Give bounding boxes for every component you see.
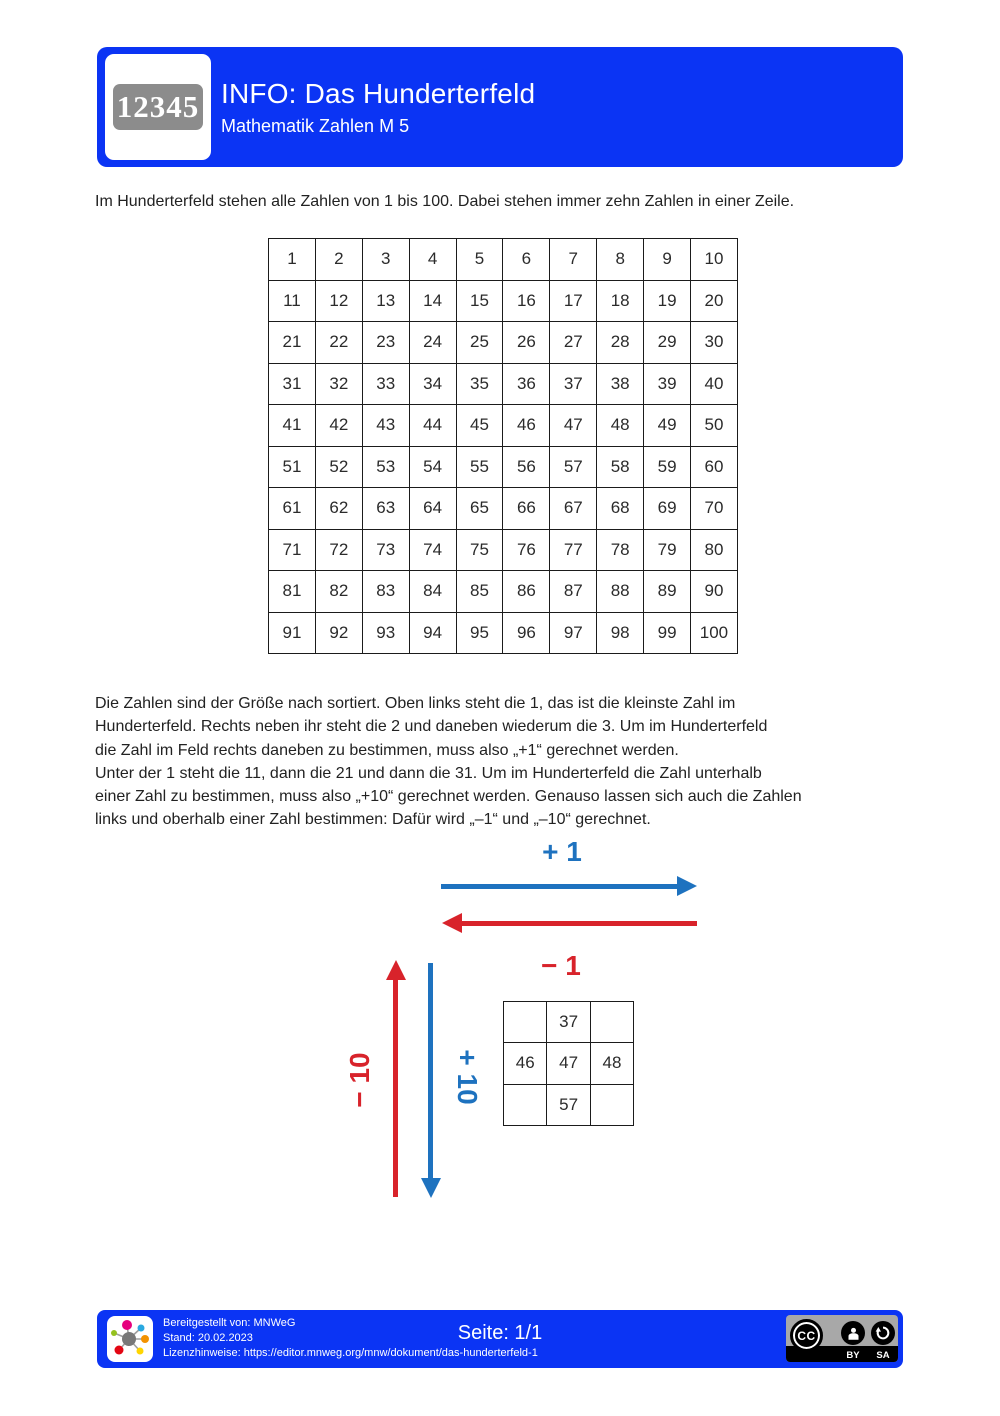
hundred-grid-cell: 72 (316, 530, 363, 572)
hundred-grid-cell: 86 (503, 571, 550, 613)
hundred-grid-cell: 36 (503, 364, 550, 406)
hundred-grid-cell: 38 (597, 364, 644, 406)
hundred-grid-cell: 76 (503, 530, 550, 572)
hundred-grid-cell: 62 (316, 488, 363, 530)
hundred-grid-cell: 74 (410, 530, 457, 572)
hundred-grid-cell: 2 (316, 239, 363, 281)
hundred-grid-cell: 39 (644, 364, 691, 406)
hundred-grid-cell: 93 (363, 613, 410, 655)
hundred-grid-cell: 90 (691, 571, 738, 613)
hundred-grid-cell: 3 (363, 239, 410, 281)
hundred-grid-cell: 99 (644, 613, 691, 655)
hundred-grid-cell: 94 (410, 613, 457, 655)
hundred-grid-cell: 56 (503, 447, 550, 489)
hundred-grid-cell: 61 (269, 488, 316, 530)
hundred-grid-cell: 51 (269, 447, 316, 489)
hundred-grid-cell: 16 (503, 281, 550, 323)
left-arrow-head-icon (442, 913, 462, 933)
hundred-grid-cell: 75 (457, 530, 504, 572)
hundred-grid-cell: 49 (644, 405, 691, 447)
hundred-grid-cell: 98 (597, 613, 644, 655)
neighbor-grid (503, 1001, 634, 1126)
hundred-grid-cell: 85 (457, 571, 504, 613)
hundred-grid-cell: 23 (363, 322, 410, 364)
hundred-grid (268, 238, 738, 654)
hundred-grid-cell: 71 (269, 530, 316, 572)
hundred-grid-cell: 7 (550, 239, 597, 281)
hundred-grid-cell: 14 (410, 281, 457, 323)
hundred-grid-cell: 8 (597, 239, 644, 281)
hundred-grid-cell: 6 (503, 239, 550, 281)
hundred-grid-cell: 81 (269, 571, 316, 613)
hundred-grid-cell: 1 (269, 239, 316, 281)
hundred-grid-cell: 11 (269, 281, 316, 323)
cc-sa-sharealike-icon (871, 1321, 895, 1345)
neighbor-grid-cell (591, 1002, 634, 1043)
cc-by-label: BY (846, 1350, 860, 1361)
page-subtitle: Mathematik Zahlen M 5 (221, 116, 410, 136)
up-arrow-head-icon (386, 960, 406, 980)
hundred-grid-cell: 67 (550, 488, 597, 530)
hundred-grid-cell: 92 (316, 613, 363, 655)
body-paragraph (95, 692, 925, 832)
hundred-grid-cell: 43 (363, 405, 410, 447)
paragraph-line: Unter der 1 steht die 11, dann die 21 und dann die 31. Um im Hunderterfeld die Zahl unterhalb (95, 764, 762, 782)
neighbor-grid-cell: 46 (504, 1043, 547, 1084)
hundred-grid-cell: 20 (691, 281, 738, 323)
down-arrow-head-icon (421, 1178, 441, 1198)
hundred-grid-cell: 88 (597, 571, 644, 613)
hundred-grid-cell: 60 (691, 447, 738, 489)
hundred-grid-cell: 4 (410, 239, 457, 281)
neighbor-grid-cell (591, 1085, 634, 1126)
provided-by-text: Bereitgestellt von: MNWeG (163, 1317, 296, 1329)
hundred-grid-cell: 37 (550, 364, 597, 406)
hundred-grid-cell: 17 (550, 281, 597, 323)
logo-number-plate: 12345 (113, 84, 203, 130)
hundred-grid-cell: 96 (503, 613, 550, 655)
hundred-grid-cell: 9 (644, 239, 691, 281)
paragraph-line: Hunderterfeld. Rechts neben ihr steht die 2 und daneben wiederum die 3. Um im Hunderterfeld (95, 718, 768, 736)
hundred-grid-cell: 5 (457, 239, 504, 281)
neighbor-grid-cell (504, 1085, 547, 1126)
hundred-grid-cell: 32 (316, 364, 363, 406)
hundred-grid-cell: 21 (269, 322, 316, 364)
hundred-grid-cell: 40 (691, 364, 738, 406)
hundred-grid-cell: 83 (363, 571, 410, 613)
hundred-grid-cell: 65 (457, 488, 504, 530)
hundred-grid-cell: 70 (691, 488, 738, 530)
hundred-grid-cell: 80 (691, 530, 738, 572)
license-text: Lizenzhinweise: https://editor.mnweg.org/mnw/dokument/das-hunderterfeld-1 (163, 1346, 538, 1359)
hundred-grid-cell: 59 (644, 447, 691, 489)
cc-by-person-icon (841, 1321, 865, 1345)
hundred-grid-cell: 34 (410, 364, 457, 406)
hundred-grid-cell: 29 (644, 322, 691, 364)
paragraph-line: Die Zahlen sind der Größe nach sortiert. Oben links steht die 1, das ist die kleinste Zahl im (95, 695, 736, 712)
hundred-grid-cell: 84 (410, 571, 457, 613)
hundred-grid-cell: 58 (597, 447, 644, 489)
stand-text: Stand: 20.02.2023 (163, 1331, 253, 1344)
paragraph-line: die Zahl im Feld rechts daneben zu bestimmen, muss also „+1“ gerechnet werden. (95, 741, 679, 759)
hundred-grid-cell: 13 (363, 281, 410, 323)
hundred-grid-cell: 79 (644, 530, 691, 572)
hundred-grid-cell: 48 (597, 405, 644, 447)
hundred-grid-cell: 66 (503, 488, 550, 530)
hundred-grid-cell: 25 (457, 322, 504, 364)
page-number: Seite: 1/1 (457, 1322, 543, 1344)
hundred-grid-cell: 19 (644, 281, 691, 323)
neighbor-grid-cell: 48 (591, 1043, 634, 1084)
hundred-grid-cell: 64 (410, 488, 457, 530)
neighbor-grid-cell: 37 (547, 1002, 590, 1043)
hundred-grid-cell: 68 (597, 488, 644, 530)
hundred-grid-cell: 55 (457, 447, 504, 489)
hundred-grid-cell: 35 (457, 364, 504, 406)
left-arrow-shaft (462, 921, 697, 926)
hundred-grid-cell: 82 (316, 571, 363, 613)
hundred-grid-cell: 18 (597, 281, 644, 323)
neighbor-grid-cell: 57 (547, 1085, 590, 1126)
cc-sa-label: SA (876, 1350, 890, 1361)
minus-ten-label: − 10 (344, 1052, 375, 1108)
hundred-grid-cell: 52 (316, 447, 363, 489)
hundred-grid-cell: 31 (269, 364, 316, 406)
hundred-grid-cell: 63 (363, 488, 410, 530)
neighbor-grid-cell (504, 1002, 547, 1043)
hundred-grid-cell: 22 (316, 322, 363, 364)
hundred-grid-cell: 53 (363, 447, 410, 489)
hundred-grid-cell: 89 (644, 571, 691, 613)
hundred-grid-cell: 97 (550, 613, 597, 655)
hundred-grid-cell: 57 (550, 447, 597, 489)
hundred-grid-cell: 54 (410, 447, 457, 489)
plus-ten-label: + 10 (452, 1049, 483, 1105)
hundred-grid-cell: 42 (316, 405, 363, 447)
hundred-grid-cell: 69 (644, 488, 691, 530)
page-title: INFO: Das Hunderterfeld (221, 78, 536, 109)
hundred-grid-cell: 50 (691, 405, 738, 447)
hundred-grid-cell: 45 (457, 405, 504, 447)
cc-icon: CC (793, 1322, 820, 1349)
up-arrow-shaft (393, 979, 398, 1197)
hundred-grid-cell: 77 (550, 530, 597, 572)
minus-one-label: − 1 (541, 950, 581, 981)
down-arrow-shaft (428, 963, 433, 1179)
hundred-grid-cell: 44 (410, 405, 457, 447)
hundred-grid-cell: 28 (597, 322, 644, 364)
hundred-grid-cell: 24 (410, 322, 457, 364)
hundred-grid-cell: 33 (363, 364, 410, 406)
neighbor-grid-cell: 47 (547, 1043, 590, 1084)
hundred-grid-cell: 47 (550, 405, 597, 447)
hundred-grid-cell: 27 (550, 322, 597, 364)
hundred-grid-cell: 46 (503, 405, 550, 447)
hundred-grid-cell: 73 (363, 530, 410, 572)
hundred-grid-cell: 30 (691, 322, 738, 364)
hundred-grid-cell: 78 (597, 530, 644, 572)
hundred-grid-cell: 100 (691, 613, 738, 655)
hundred-grid-cell: 26 (503, 322, 550, 364)
intro-text: Im Hunderterfeld stehen alle Zahlen von 1 bis 100. Dabei stehen immer zehn Zahlen in einer Zeile. (95, 193, 795, 210)
hundred-grid-cell: 10 (691, 239, 738, 281)
footer-band (97, 1310, 903, 1368)
paragraph-line: einer Zahl zu bestimmen, muss also „+10“ gerechnet werden. Genauso lassen sich auch die Zahlen (95, 788, 802, 806)
hundred-grid-cell: 91 (269, 613, 316, 655)
hundred-grid-cell: 12 (316, 281, 363, 323)
hundred-grid-cell: 87 (550, 571, 597, 613)
hundred-grid-cell: 95 (457, 613, 504, 655)
hundred-grid-cell: 41 (269, 405, 316, 447)
plus-one-label: + 1 (542, 836, 582, 867)
brand-logo (105, 54, 211, 160)
hundred-grid-cell: 15 (457, 281, 504, 323)
right-arrow-shaft (441, 884, 677, 889)
paragraph-line: links und oberhalb einer Zahl bestimmen: Dafür wird „–1“ und „–10“ gerechnet. (95, 811, 651, 829)
right-arrow-head-icon (677, 876, 697, 896)
header-band (97, 47, 903, 167)
cc-license-badge (786, 1315, 898, 1362)
